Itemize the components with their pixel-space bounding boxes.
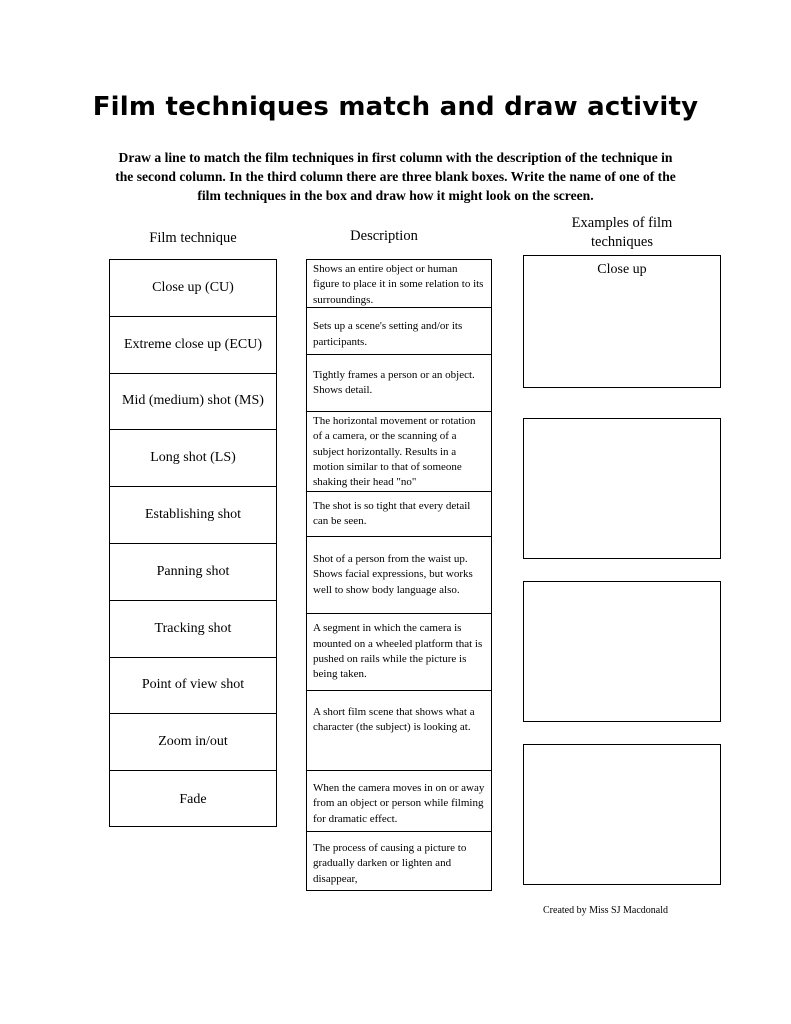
technique-cell-close-up[interactable]: Close up (CU) [110,260,276,317]
technique-cell-zoom[interactable]: Zoom in/out [110,714,276,771]
instructions: Draw a line to match the film techniques in first column with the description of the technique in the second column. In the third column there are three blank boxes. Write the name of one of the film techniques in the box and draw how it might look on the screen. [115,150,676,203]
description-cell[interactable]: Shot of a person from the waist up. Shows facial expressions, but works well to show body language also. [307,537,491,614]
description-cell[interactable]: Shows an entire object or human figure to place it in some relation to its surroundings. [307,260,491,308]
technique-cell-mid-shot[interactable]: Mid (medium) shot (MS) [110,374,276,431]
description-cell[interactable]: Tightly frames a person or an object. Shows detail. [307,355,491,412]
technique-cell-extreme-close-up[interactable]: Extreme close up (ECU) [110,317,276,374]
credit-text: Created by Miss SJ Macdonald [543,905,668,916]
description-cell[interactable]: A segment in which the camera is mounted on a wheeled platform that is pushed on rails while the picture is being taken. [307,614,491,691]
example-box-3[interactable] [523,581,721,722]
example-label: Close up [597,262,647,277]
technique-cell-fade[interactable]: Fade [179,791,207,807]
example-box-4[interactable] [523,744,721,885]
description-cell[interactable]: A short film scene that shows what a character (the subject) is looking at. [307,691,491,771]
header-description: Description [350,228,418,244]
technique-cell-tracking-shot[interactable]: Tracking shot [110,601,276,658]
technique-cell-point-of-view-shot[interactable]: Point of view shot [110,658,276,715]
description-cell[interactable]: Sets up a scene's setting and/or its participants. [307,308,491,355]
technique-table [109,259,277,827]
description-cell[interactable]: The horizontal movement or rotation of a camera, or the scanning of a subject horizontally. Results in a motion similar to that of someone shaking their head "no" [307,412,491,492]
example-box-1[interactable] [523,255,721,388]
technique-cell-long-shot[interactable]: Long shot (LS) [110,430,276,487]
description-table [306,259,492,891]
example-box-2[interactable] [523,418,721,559]
description-cell[interactable]: The process of causing a picture to gradually darken or lighten and disappear, [313,842,467,885]
description-cell[interactable]: When the camera moves in on or away from an object or person while filming for dramatic effect. [307,771,491,832]
technique-cell-panning-shot[interactable]: Panning shot [110,544,276,601]
header-film-technique: Film technique [149,230,237,246]
description-cell[interactable]: The shot is so tight that every detail can be seen. [307,492,491,537]
technique-cell-establishing-shot[interactable]: Establishing shot [110,487,276,544]
page-title: Film techniques match and draw activity [92,92,699,122]
header-examples: Examples of film techniques [571,215,673,250]
